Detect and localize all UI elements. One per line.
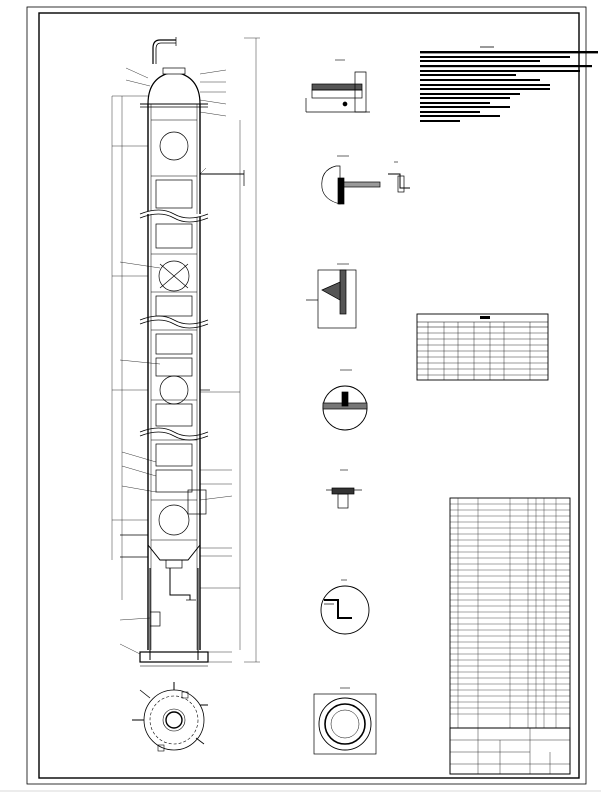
break-line-3 [140,428,208,436]
technical-requirements-block [420,47,598,122]
detail-bracket-section [326,470,362,508]
bottom-cone [148,545,200,560]
detail-views [306,60,410,754]
nozzle-table [417,314,548,380]
manhole-1 [160,132,188,160]
title-block [450,728,570,774]
break-line-2 [140,316,208,324]
manhole-4 [159,505,189,535]
outer-sheet-border [27,7,586,784]
detail-nozzle-section [322,156,410,204]
top-head [148,72,200,104]
detail-weld-section [306,264,356,328]
detail-circular-section-2 [321,580,369,634]
vapor-outlet-pipe [153,40,176,64]
inner-drawing-frame [39,13,579,778]
tray-stack [156,180,192,492]
skirt-access-opening [150,612,160,626]
break-line-1 [140,210,208,218]
detail-plan-ring [314,688,376,754]
parts-list-table [450,498,570,728]
detail-flange-section [306,60,370,112]
column-plan-view [132,682,208,751]
column-elevation-view [112,37,260,666]
detail-circular-section-1 [323,370,367,430]
